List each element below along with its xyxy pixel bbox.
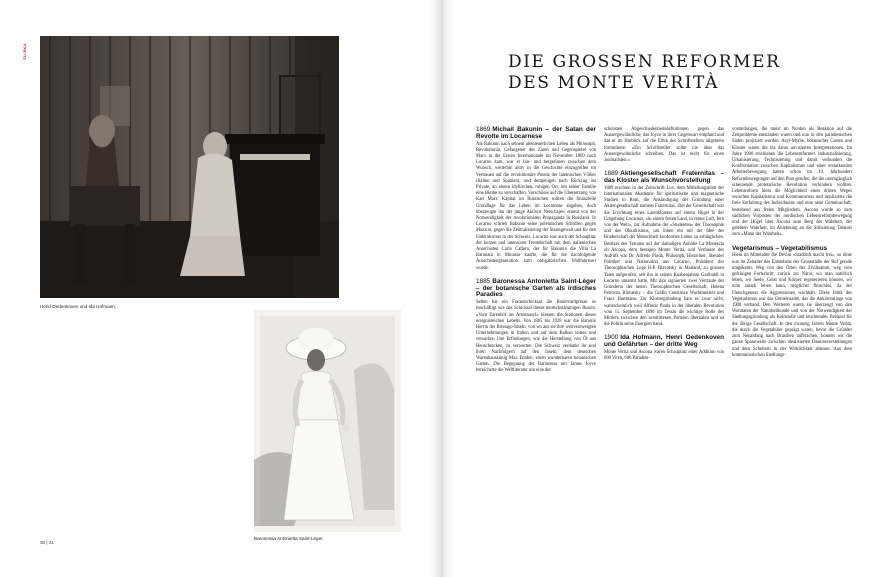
section-heading <box>476 279 596 299</box>
section-heading <box>476 127 596 141</box>
section-year: 1885 <box>476 277 491 285</box>
page-numbers: 30 | 31 <box>40 540 54 545</box>
body-text: 1889 erschien in der Zeitschrift Lux, dem Mitteilungsblatt der Internationalen Akademie für spiritistische und magnetische Studien in Rom, die Ankündigung der Gründung einer Aktiengesellschaft namens Fraternitas. Ziel der Gesellschaft war die Errichtung eines Laienklosters auf einem Hügel in der Umgebung Locarnos, «in einem freien Land, in reiner Luft, fern von der Welt», zur Aufnahme der «Studenten» der Theosophie und des Okkultismus, um ihnen ein mit der Idee der Bruderschaft der Menschheit konformes Leben zu ermöglichen. Besitzer des Terrains auf der damaligen Anhöhe La Monescia ob Ascona, dem heutigen Monte Verità, und Verfasser des Aufrufs war Dr. Alfredo Pioda, Philosoph, Historiker, liberaler Politiker und Nationalrat aus Locarno, Präsident der Theosophischen Loge H.P. Blavatsky in Mailand, zu grossen Taten aufgerufen, seit ihn in seinen Knabenjahren Garibaldi in Locarno umarmt hatte. Mit ihm signierten zwei Vertraute der Gründerin der neuen Theosophischen Gesellschaft, Helena Petrovna Blavatsky – die Gräfin Constance Wachtmeister und Franz Hartmann. Zur Klostergründung kam es zwar nicht, wahrscheinlich weil Alfredo Pioda in der liberalen Revolution vom 11. September 1890 im Tessin die wichtige Rolle des Mittlers zwischen den zerstrittenen Parteien übernahm und so die Politik seine Energien band. <box>604 185 724 328</box>
body-text: Monte Verità und Ascona waren Schauplatz einer Addition von 600 Viten, 600 Paradies- <box>604 350 724 362</box>
section-year: 1869 <box>476 126 491 133</box>
section-title: Michail Bakunin – der Satan der Revolte im Locarnese <box>476 126 596 140</box>
title-line-1: DIE GROSSEN REFORMER <box>508 52 781 72</box>
section-heading <box>732 246 852 253</box>
text-column-1 <box>476 127 596 557</box>
article-title <box>508 52 838 94</box>
photo-oedenkoven-hofmann <box>40 36 339 298</box>
section-title: Ida Hofmann, Henri Oedenkoven und Gefährten – der dritte Weg <box>604 334 724 349</box>
text-column-3 <box>732 127 852 557</box>
body-text: schönsten Abgeschiedenheitsdefinitionen gegen das Aussergewöhnliche, das Joyce in ihrer Gegenwart empfand und das er im Hinblick auf die Ethik des Schriftstellers allgemein formulierte: «Ein Schriftsteller sollte nie über das Aussergewöhnliche schreiben. Das ist recht für einen Journalisten.» <box>604 127 724 164</box>
title-line-2: DES MONTE VERITÀ <box>508 73 719 93</box>
text-column-2 <box>604 127 724 557</box>
section-heading <box>604 335 724 349</box>
body-text: Hiess im Mittelalter die Devise «Stadtluft macht frei», so tönte nun im Zeitalter des Entstehens der Grossstädte der Ruf gerade umgekehrt. Weg von den Orten der Zivilisation, weg vom gefräsigen Fortschritt, zurück zur Natur, wo man natürlich leben, wo Seele, Geist und Körper regenerieren können, wo man autark leben kann, möglichst fleischlos, da der Fleischgenuss die Aggressionen wachhält. Diese Ethik des Vegetarismus war das Gemeinsame, das die Ankömmlinge von 1900 verband. Den Weiteren waren sie überzeugt von den Wohltaten der Naturheilkunde und von der Notwendigkeit der Siedlungsgründung als Keimzelle und leuchtendes Beispiel für die übrige Gesellschaft. In den zwanzig Jahren Monte Verità, die durch die Vegetabilier geprägt waren, bevor die Gründer zum Neuanfang nach Brasilien aufbrachen, können wir die ganze Spannweite zwischen idealisierten Daseinsvorstellungen und dem Scheitern in der Wirklichkeit ablesen: Aus dem kommunistischen Siedlungs- <box>732 253 852 358</box>
body-text: Als Bakunin nach seinem abenteuerlichen Leben als Philosoph, Revolutionär, Gefangener des Zaren und Gegenspieler von Marx in der Ersten Internationale im November 1869 nach Locarno kam, war er bin- und hergerissen zwischen dem Wunsch, weiterhin aktiv in die Geschichte einzugreifen im Vertrauen auf die revolutionäre Potenz der lateinischen Völker (Italien und Spanien), und demjenigen nach Rückzug ins Private, an einem idyllischen, ruhigen Ort, um seiner Familie eine Bleibe zu verschaffen. Vorschüsse auf die Übersetzung von Karl Marx' Kapital im Russischen sollten die finanzielle Grundlage für das Leben im Locarnese abgeben, doch überzeugte ihn der junge Aktivist Netschajew erneut von der Notwendigkeit der revolutionären Propaganda in Russland. In Locarno schrieb Bakunin seine polemischen Schriften gegen Mazzini, gegen die Zentralisierung der Staatsgewalt und für den Föderalismus in der Schweiz. Locarno war auch der Schauplatz der kurzen und intensiven Freundschaft mit dem italienischen Anarchisten Carlo Cafiero, der für Bakunin die Villa La Baronata in Minusio kaufte, die für die nachfolgende Anarchistengeneration zum obligatorischen Wallfahrtsort wurde. <box>476 141 596 271</box>
photo-caption: Henri Oedenkoven und Ida Hofmann. <box>40 304 117 309</box>
section-year: 1889 <box>604 170 619 178</box>
section-title: Aktiengesellschaft Fraternitas – das Kloster als Wunschvorstellung <box>604 170 724 185</box>
section-heading <box>604 171 724 185</box>
portrait-photo-image <box>254 310 401 532</box>
section-tab: ZU RKA <box>22 43 27 60</box>
section-title: Vegetarismus – Vegetabilismus <box>732 244 828 252</box>
article-columns <box>476 127 852 557</box>
sepia-photo-image <box>40 36 339 298</box>
body-text: vorstellungen, die meist im Norden als Reaktion auf die Zeitprobleme entstanden waren und nun in den paradiesischen Süden projiziert wurden. Asyl-Mythe, botanischer Garten und Kloster waren die bis dahin anvisierten Interpretationen. Im Jahre 1900 erschienen die Lebensreformer. Industrialisierung, Urbanisierung, Technisierung und damit verbunden die Konfrontation zwischen Kapitalismus und einer erstarkenden Arbeiterbewegung hatten schon im 19. Jahrhundert Reformbewegungen auf den Plan gerufen, die die unumgänglich scheinende proletarische Revolution verhindern wollten. Lebensreform hiess die Möglichkeit eines dritten Weges zwischen Kapitalismus und Kommunismus und implizierte die freie Entfaltung des Individuums und eine neue Gemeinschaft, bestehend aus freien Mitgliedern. Ascona wurde so zum südlichen Vorposten der nordischen Lebensreformbewegung und der Hügel über Ascona zum Berg der Wahrheit, der gelebten Wahrheit, im Anlehnung an die Stilisierung Tolstois zum «Mann der Wahrheit». <box>732 127 852 238</box>
body-text: Selten hat ein Frauenschicksal die Boulevardpresse so beschäftigt wie das Schicksal dieser deutschstämmigen Russin. «Vom Zarenhof ins Armenasyl» hiessen die Stationen dieses ereignisreichen Lebens. Von 1885 bis 1928 war die Baronin Herrin der Brissago-Inseln, von wo aus sie ihre weitverzweigten Unternehmungen in Italien und auf dem Balkan leitete und versuchte, ihre Erfindungen, wie die Herstellung von Öl aus Heuschrecken, zu verwerten. Die Schweiz verdankt ihr und ihren Nachfolgern auf den Inseln, dem deutschen Warenhauskönig Max Emden, einen wunderbaren botanischen Garten. Die Begegnung der Baronessa mit James Joyce bereicherte die Weltliteratur um eine der <box>476 300 596 374</box>
photo-baronessa <box>254 310 401 532</box>
section-title: Baronessa Antonietta Saint-Léger – der botanische Garten als irdisches Paradies <box>476 277 596 299</box>
book-gutter <box>430 0 454 577</box>
photo-caption: Baronessa Antonietta Saint-Léger. <box>254 536 324 541</box>
section-year: 1900 <box>604 334 619 342</box>
